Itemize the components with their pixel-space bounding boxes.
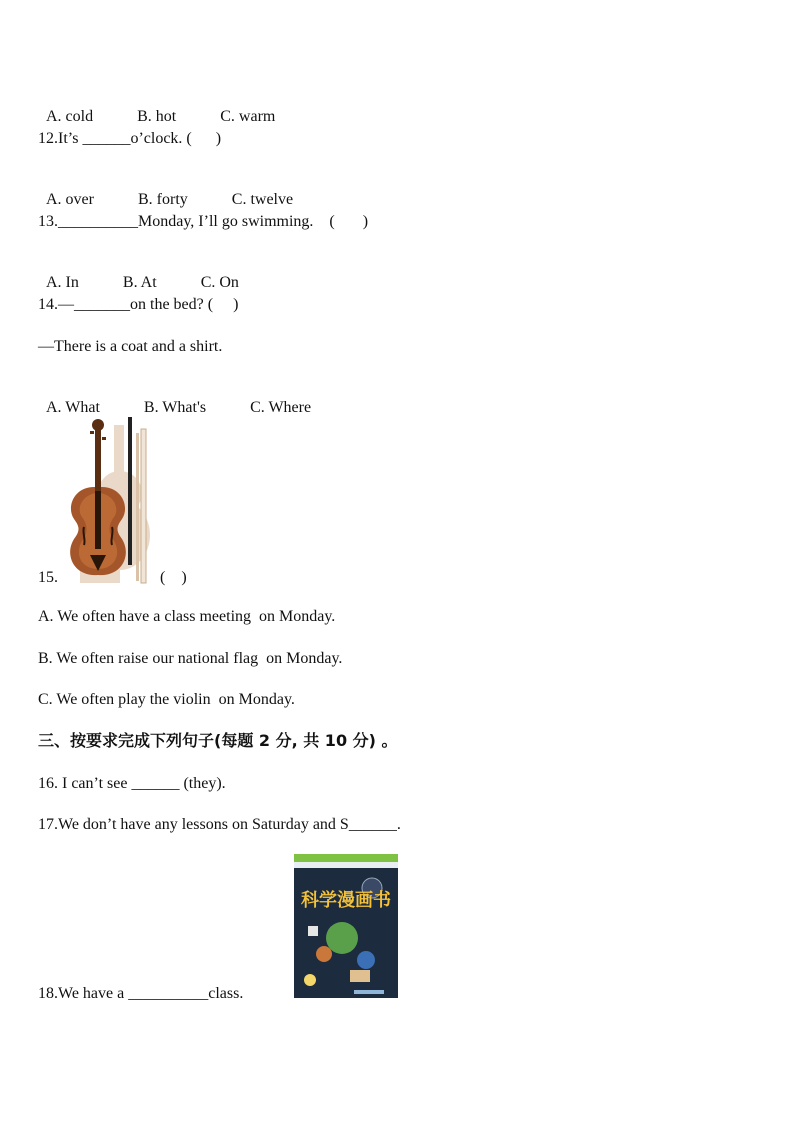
q12-option-b: B. forty xyxy=(137,191,188,208)
q13-option-c: C. On xyxy=(200,274,239,291)
q14-options xyxy=(38,378,311,418)
q14-stem: 14.—_______on the bed? ( ) xyxy=(38,296,239,313)
bow-stick xyxy=(136,433,139,581)
q14-answer: —There is a coat and a shirt. xyxy=(38,338,223,355)
q15-answer-blank: ( ) xyxy=(160,569,187,586)
q11-option-b: B. hot xyxy=(137,108,177,125)
q12-option-c: C. twelve xyxy=(231,191,294,208)
q13-option-b: B. At xyxy=(122,274,157,291)
q15-option-c: C. We often play the violin on Monday. xyxy=(38,691,295,708)
bow-dark xyxy=(128,417,132,565)
q11-option-c: C. warm xyxy=(220,108,276,125)
q15-option-a: A. We often have a class meeting on Monday. xyxy=(38,608,336,625)
q14-option-c: C. Where xyxy=(250,399,312,416)
book-title: 科学漫画书 xyxy=(301,890,391,911)
q12-option-a: A. over xyxy=(46,191,94,208)
q13-stem: 13.__________Monday, I’ll go swimming. ( ) xyxy=(38,213,369,230)
q12-stem: 12.It’s ______o’clock. ( ) xyxy=(38,130,222,147)
q16-stem: 16. I can’t see ______ (they). xyxy=(38,775,226,792)
q15-option-b: B. We often raise our national flag on Monday. xyxy=(38,650,343,667)
q12-options xyxy=(38,170,293,210)
q17-stem: 17.We don’t have any lessons on Saturday and S______. xyxy=(38,816,401,833)
q18-stem: 18.We have a __________class. xyxy=(38,985,244,1002)
q15-number: 15. xyxy=(38,569,58,586)
section-3-heading: 三、按要求完成下列句子(每题 2 分, 共 10 分) 。 xyxy=(38,731,398,750)
q14-option-b: B. What's xyxy=(143,399,207,416)
q11-options xyxy=(38,87,275,127)
q13-options xyxy=(38,253,239,293)
q11-option-a: A. cold xyxy=(46,108,94,125)
violin-picture xyxy=(60,415,156,585)
q13-option-a: A. In xyxy=(46,274,79,291)
q14-option-a: A. What xyxy=(46,399,100,416)
science-comic-book-cover xyxy=(294,854,398,998)
